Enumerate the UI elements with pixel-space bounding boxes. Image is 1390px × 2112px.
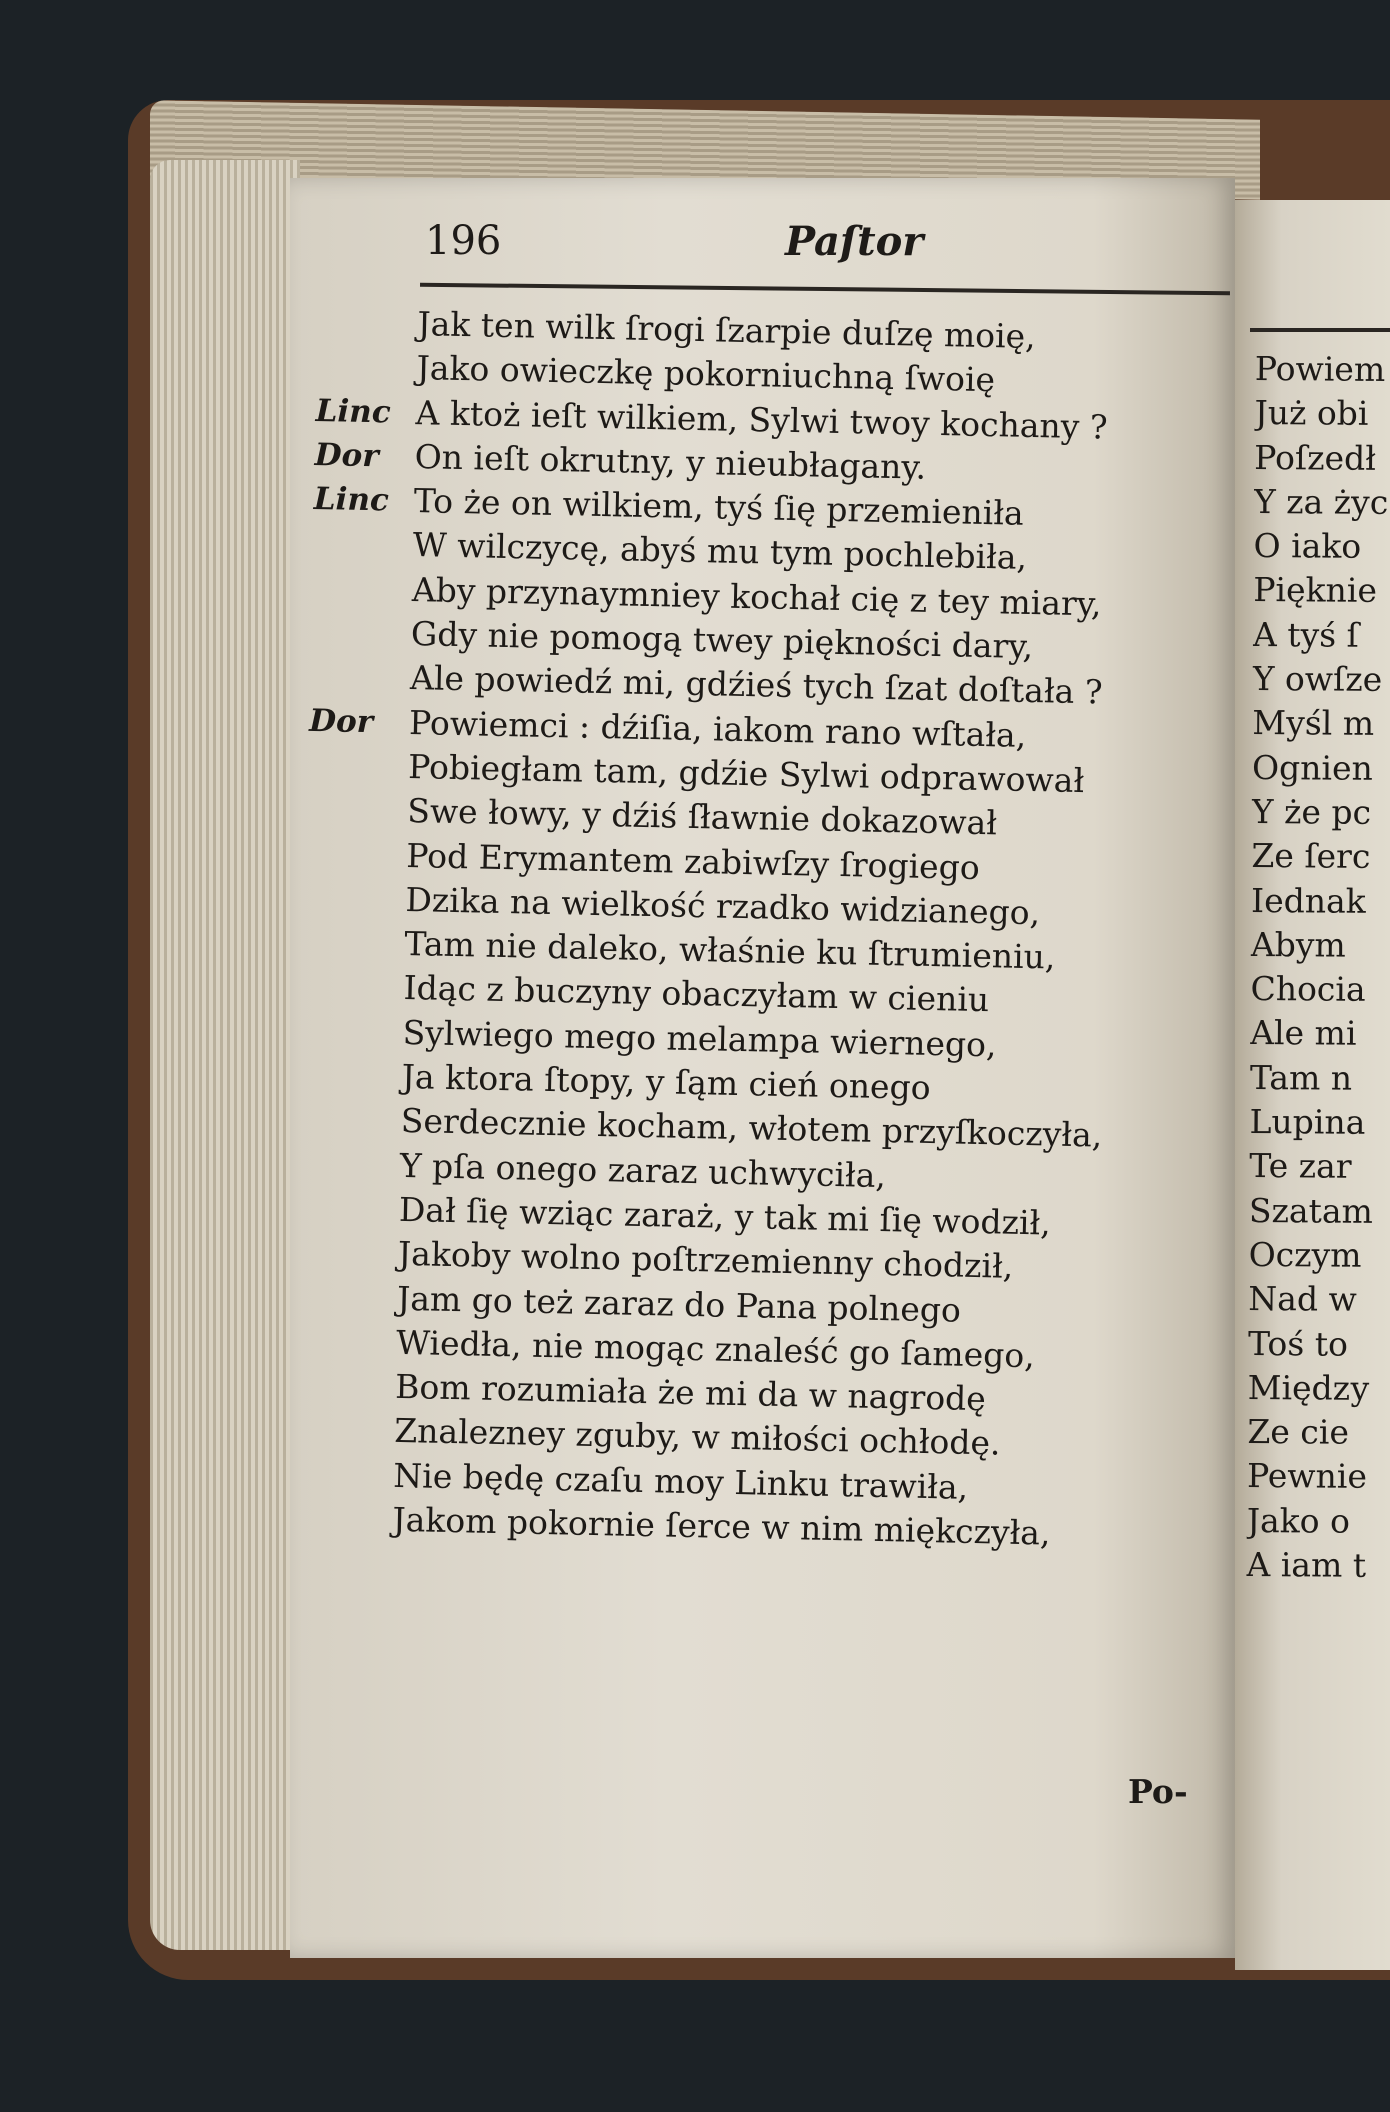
verse-text-line: Aby przynaymniey kochał cię z tey miary,	[411, 569, 1102, 624]
verse-text-line: A ktoż ieſt wilkiem, Sylwi twoy kochany ?	[415, 392, 1108, 447]
facing-page-line: Poſzedł	[1254, 437, 1377, 478]
verse-text-line: Jakom pokornie ſerce w nim miękczyła,	[392, 1499, 1051, 1553]
verse-text-line: Jako owieczkę pokorniuchną ſwoię	[416, 348, 996, 400]
facing-page-line: Y że pc	[1251, 791, 1372, 832]
speaker-label: Linc	[315, 392, 392, 431]
facing-page-line: Ze ſerc	[1251, 836, 1371, 877]
facing-page-line: Międzу	[1247, 1367, 1370, 1408]
facing-page-line: Myśl m	[1252, 703, 1375, 744]
facing-page-line: Iednak	[1251, 880, 1366, 921]
verse-text-line: Ja ktora ſtopy, y ſąm cień onego	[401, 1056, 931, 1108]
facing-page-line: Powiem	[1254, 348, 1386, 389]
facing-page-line: Lupina	[1249, 1102, 1366, 1142]
facing-page-line: Ognien	[1251, 747, 1373, 788]
verse-text-line: Dał ſię wziąc zaraż, y tak mi ſię wodził,	[398, 1189, 1052, 1243]
speaker-label: Dor	[314, 436, 380, 475]
facing-page-line: Oczym	[1248, 1234, 1362, 1275]
facing-page-line: Te zar	[1249, 1146, 1352, 1187]
verse-text-line: W wilczycę, abyś mu tym pochlebiła,	[412, 525, 1028, 578]
verse-text-line: Idąc z buczyny obaczyłam w cieniu	[403, 968, 990, 1020]
speaker-label: Dor	[308, 702, 374, 740]
facing-page-line: Y owſze	[1252, 659, 1383, 699]
verse-text-line: Wiedła, nie mogąc znaleść go ſamego,	[395, 1322, 1036, 1376]
catchword: Po-	[1128, 1772, 1188, 1811]
verse-text-line: Nie będę czaſu moy Linku trawiła,	[392, 1455, 969, 1507]
facing-page-line: A tyś ſ	[1252, 614, 1360, 655]
verse-text-line: Jam go też zaraz do Pana polnego	[396, 1278, 962, 1330]
verse-text-line: Pobiegłam tam, gdźie Sylwi odprawował	[407, 746, 1085, 801]
facing-page-line: Jako o	[1246, 1500, 1351, 1541]
facing-page-line: Toś to	[1247, 1323, 1349, 1364]
page-header	[425, 218, 1205, 278]
verse-text-line: Y pſa onego zaraz uchwyciła,	[399, 1145, 887, 1195]
facing-page-text	[1246, 347, 1390, 1588]
verse-text-line: Powiemci : dźiſia, iakom rano wſtała,	[408, 702, 1027, 755]
verse-text-line: Swe łowy, y dźiś ſławnie dokazował	[406, 791, 998, 843]
facing-page-rule	[1250, 328, 1390, 332]
verse-text-line: To że on wilkiem, tyś ſię przemieniła	[413, 481, 1025, 534]
facing-page-line: Już obi	[1254, 393, 1369, 434]
facing-page-line: Chocia	[1250, 969, 1366, 1009]
facing-page-line: Ze cie	[1247, 1412, 1350, 1452]
facing-page-line: Tam n	[1249, 1057, 1353, 1098]
verse-text-line: On ieſt okrutny, y nieubłagany.	[414, 436, 927, 487]
verse-text-line: Bom rozumiała że mi da w nagrodę	[394, 1366, 987, 1419]
running-title: Paſtor	[785, 218, 924, 265]
page-side-edges	[150, 160, 300, 1950]
speaker-label: Linc	[313, 481, 390, 519]
verse-text-line: Gdy nie pomogą twey piękności dary,	[410, 614, 1034, 667]
verse-text-line: Sylwiego mego melampa wiernego,	[402, 1012, 997, 1065]
verse-text-line: Znalezney zguby, w miłości ochłodę.	[393, 1411, 1001, 1463]
facing-page-line: Nad w	[1248, 1279, 1357, 1319]
verse-text-line: Tam nie daleko, właśnie ku ſtrumieniu,	[404, 924, 1056, 977]
verse-text-line: Serdecznie kocham, włotem przyſkoczyła,	[400, 1101, 1103, 1155]
facing-page-line: Abym	[1250, 924, 1346, 965]
facing-page-line: Pewnie	[1246, 1456, 1368, 1497]
facing-page-line: Szatam	[1248, 1190, 1374, 1231]
verse-text-line: Ale powiedź mi, gdźieś tych ſzat doſtała ?	[409, 658, 1103, 712]
verse-text-line: Pod Erymantem zabiwſzy ſrogiego	[405, 835, 981, 887]
facing-page-line: Pięknie	[1253, 570, 1378, 611]
page-number: 196	[425, 218, 502, 264]
facing-page-line: Y za życ	[1253, 481, 1389, 522]
verse-text-line: Jak ten wilk ſrogi ſzarpie duſzę moię,	[417, 304, 1037, 357]
verse-text	[292, 300, 1218, 1559]
facing-page-line: O iako	[1253, 526, 1362, 566]
verse-text-line: Dzika na wielkość rzadko widzianego,	[405, 879, 1041, 933]
facing-page-line: A iam t	[1246, 1544, 1367, 1585]
facing-page-line: Ale mi	[1250, 1013, 1357, 1054]
verse-text-line: Jakoby wolno poſtrzemienny chodził,	[397, 1234, 1014, 1287]
